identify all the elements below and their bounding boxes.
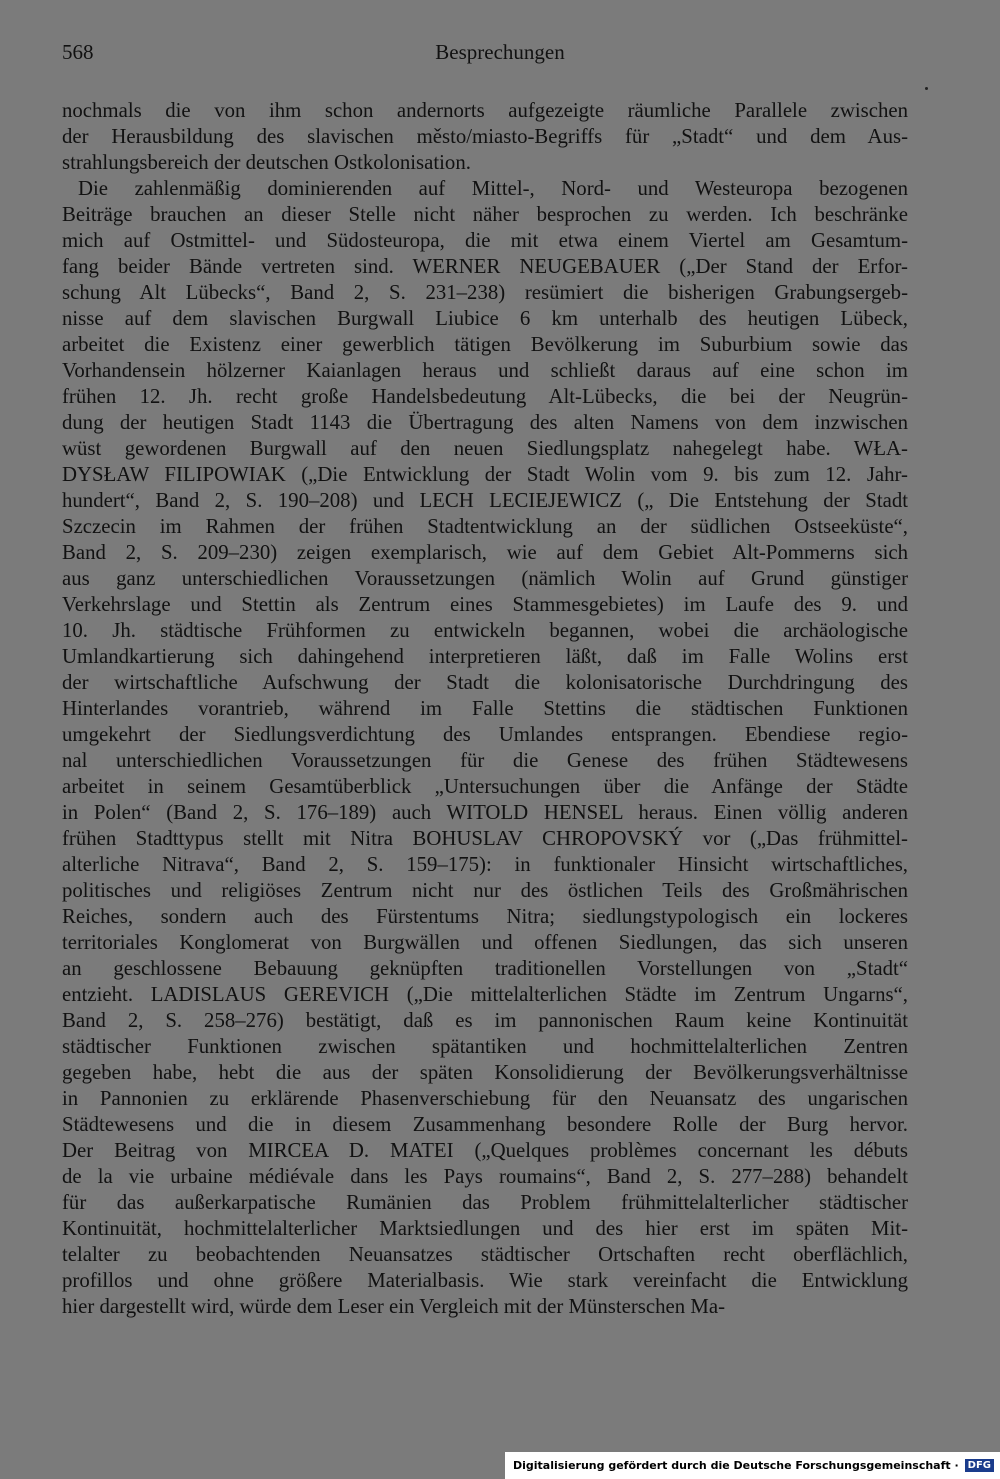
text-line: an geschlossene Bebauung geknüpften traditionellen Vorstellungen von „Stadt“ — [62, 957, 908, 980]
text-line: fang beider Bände vertreten sind. WERNER NEUGEBAUER („Der Stand der Erfor- — [62, 255, 908, 278]
text-line: Band 2, S. 258–276) bestätigt, daß es im pannonischen Raum keine Kontinuität — [62, 1009, 908, 1032]
text-line: nal unterschiedlichen Voraussetzungen für die Genese des frühen Städtewesens — [62, 749, 908, 772]
text-line: mich auf Ostmittel- und Südosteuropa, die mit etwa einem Viertel am Gesamtum- — [62, 229, 908, 252]
digitization-footer — [505, 1452, 1000, 1479]
text-line: städtischer Funktionen zwischen spätantiken und hochmittelalterlichen Zentren — [62, 1035, 908, 1058]
text-line: profillos und ohne größere Materialbasis. Wie stark vereinfacht die Entwicklung — [62, 1269, 908, 1292]
text-line: arbeitet in seinem Gesamtüberblick „Untersuchungen über die Anfänge der Städte — [62, 775, 908, 798]
text-line: hier dargestellt wird, würde dem Leser ein Vergleich mit der Münsterschen Ma- — [62, 1295, 725, 1318]
text-line: Band 2, S. 209–230) zeigen exemplarisch, wie auf dem Gebiet Alt-Pommerns sich — [62, 541, 908, 564]
footer-credit: Digitalisierung gefördert durch die Deutsche Forschungsgemeinschaft · — [512, 1459, 959, 1472]
text-line: Kontinuität, hochmittelalterlicher Marktsiedlungen und des hier erst im späten Mit- — [62, 1217, 908, 1240]
dfg-logo: DFG — [965, 1459, 994, 1472]
text-line: strahlungsbereich der deutschen Ostkolonisation. — [62, 151, 471, 174]
text-line: Vorhandensein hölzerner Kaianlagen heraus und schließt daraus auf eine schon im — [62, 359, 908, 382]
text-line: gegeben habe, hebt die aus der späten Konsolidierung der Bevölkerungsverhältnisse — [62, 1061, 908, 1084]
text-line: in Polen“ (Band 2, S. 176–189) auch WITOLD HENSEL heraus. Einen völlig anderen — [62, 801, 908, 824]
text-line: für das außerkarpatische Rumänien das Problem frühmittelalterlicher städtischer — [62, 1191, 908, 1214]
text-line: nochmals die von ihm schon andernorts aufgezeigte räumliche Parallele zwischen — [62, 99, 908, 122]
text-line: territoriales Konglomerat von Burgwällen und offenen Siedlungen, das sich unseren — [62, 931, 908, 954]
text-line: Verkehrslage und Stettin als Zentrum eines Stammesgebietes) im Laufe des 9. und — [62, 593, 908, 616]
text-line: 10. Jh. städtische Frühformen zu entwickeln begannen, wobei die archäologische — [62, 619, 908, 642]
text-line: DYSŁAW FILIPOWIAK („Die Entwicklung der Stadt Wolin vom 9. bis zum 12. Jahr- — [62, 463, 908, 486]
text-line: Reiches, sondern auch des Fürstentums Nitra; siedlungstypologisch ein lockeres — [62, 905, 908, 928]
text-line: Umlandkartierung sich dahingehend interpretieren läßt, daß im Falle Wolins erst — [62, 645, 908, 668]
text-line: hundert“, Band 2, S. 190–208) und LECH LECIEJEWICZ („ Die Entstehung der Stadt — [62, 489, 908, 512]
text-line: arbeitet die Existenz einer gewerblich tätigen Bevölkerung im Suburbium sowie das — [62, 333, 908, 356]
margin-dot — [925, 87, 928, 90]
text-line: dung der heutigen Stadt 1143 die Übertragung des alten Namens von dem inzwischen — [62, 411, 908, 434]
text-line: alterliche Nitrava“, Band 2, S. 159–175): in funktionaler Hinsicht wirtschaftliches, — [62, 853, 908, 876]
running-title: Besprechungen — [435, 40, 565, 64]
text-line: schung Alt Lübecks“, Band 2, S. 231–238) resümiert die bisherigen Grabungsergeb- — [62, 281, 908, 304]
text-line: umgekehrt der Siedlungsverdichtung des Umlandes entsprangen. Ebendiese regio- — [62, 723, 908, 746]
text-line: entzieht. LADISLAUS GEREVICH („Die mittelalterlichen Städte im Zentrum Ungarns“, — [62, 983, 908, 1006]
text-line: telalter zu beobachtenden Neuansatzes städtischer Ortschaften recht oberflächlich, — [62, 1243, 908, 1266]
text-line: Die zahlenmäßig dominierenden auf Mittel-, Nord- und Westeuropa bezogenen — [78, 177, 908, 200]
text-line: frühen Stadttypus stellt mit Nitra BOHUSLAV CHROPOVSKÝ vor („Das frühmittel- — [62, 827, 908, 850]
text-line: in Pannonien zu erklärende Phasenverschiebung für den Neuansatz des ungarischen — [62, 1087, 908, 1110]
text-line: nisse auf dem slavischen Burgwall Liubice 6 km unterhalb des heutigen Lübeck, — [62, 307, 908, 330]
text-line: frühen 12. Jh. recht große Handelsbedeutung Alt-Lübecks, die bei der Neugrün- — [62, 385, 908, 408]
text-line: Beiträge brauchen an dieser Stelle nicht näher besprochen zu werden. Ich beschränke — [62, 203, 908, 226]
text-line: de la vie urbaine médiévale dans les Pays roumains“, Band 2, S. 277–288) behandelt — [62, 1165, 908, 1188]
text-line: Hinterlandes vorantrieb, während im Falle Stettins die städtischen Funktionen — [62, 697, 908, 720]
text-line: Städtewesens und die in diesem Zusammenhang besondere Rolle der Burg hervor. — [62, 1113, 908, 1136]
text-line: Szczecin im Rahmen der frühen Stadtentwicklung an der südlichen Ostseeküste“, — [62, 515, 908, 538]
text-line: der Herausbildung des slavischen město/miasto-Begriffs für „Stadt“ und dem Aus- — [62, 125, 908, 148]
page-number: 568 — [62, 40, 94, 64]
text-line: wüst gewordenen Burgwall auf den neuen Siedlungsplatz nahegelegt habe. WŁA- — [62, 437, 908, 460]
text-line: aus ganz unterschiedlichen Voraussetzungen (nämlich Wolin auf Grund günstiger — [62, 567, 908, 590]
text-line: Der Beitrag von MIRCEA D. MATEI („Quelques problèmes concernant les débuts — [62, 1139, 908, 1162]
text-line: der wirtschaftliche Aufschwung der Stadt die kolonisatorische Durchdringung des — [62, 671, 908, 694]
text-block — [62, 98, 908, 1320]
text-line: politisches und religiöses Zentrum nicht nur des östlichen Teils des Großmährischen — [62, 879, 908, 902]
